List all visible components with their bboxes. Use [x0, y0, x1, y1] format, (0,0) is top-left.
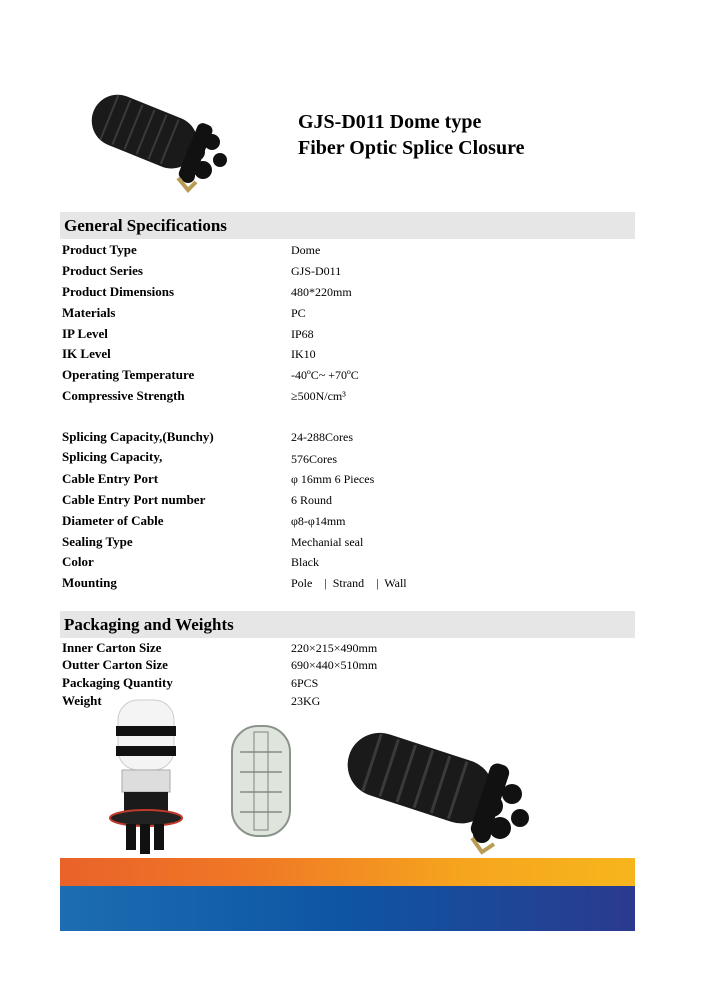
product-photo-open-tray [108, 698, 188, 860]
spec-label: IK Level [62, 346, 111, 361]
spec-value: 6 Round [291, 493, 333, 507]
packaging-value: 6PCS [291, 676, 319, 690]
spec-label: Splicing Capacity,(Bunchy) [62, 429, 214, 444]
spec-label: Cable Entry Port [62, 471, 159, 486]
spec-value: Black [291, 555, 319, 569]
spec-value: 576Cores [291, 452, 337, 466]
packaging-value: 220×215×490mm [291, 641, 378, 655]
spec-value: Mechanial seal [291, 535, 364, 549]
general-specs-header [60, 212, 635, 239]
packaging-label: Outter Carton Size [62, 657, 168, 672]
document-title-line2: Fiber Optic Splice Closure [298, 137, 525, 159]
product-photo-splice-tray [226, 722, 296, 840]
spec-label: Diameter of Cable [62, 513, 164, 528]
spec-label: Product Type [62, 242, 137, 257]
spec-label: IP Level [62, 326, 108, 341]
spec-value: IP68 [291, 327, 314, 341]
general-specs-title: General Specifications [64, 216, 227, 235]
spec-value: Pole | Strand | Wall [291, 576, 407, 590]
packaging-label: Weight [62, 693, 102, 708]
spec-value: 24-288Cores [291, 430, 353, 444]
spec-value: φ 16mm 6 Pieces [291, 472, 375, 486]
footer-band-orange [60, 858, 635, 886]
packaging-label: Packaging Quantity [62, 675, 173, 690]
spec-value: ≥500N/cm³ [291, 389, 346, 403]
packaging-value: 690×440×510mm [291, 658, 378, 672]
footer-band-blue [60, 886, 635, 931]
document-title-line1: GJS-D011 Dome type [298, 111, 482, 133]
spec-label: Mounting [62, 575, 117, 590]
spec-label: Operating Temperature [62, 367, 195, 382]
spec-value: 480*220mm [291, 285, 352, 299]
spec-value: PC [291, 306, 306, 320]
spec-label: Materials [62, 305, 116, 320]
spec-value: φ8-φ14mm [291, 514, 346, 528]
spec-label: Product Series [62, 263, 143, 278]
spec-label: Compressive Strength [62, 388, 185, 403]
packaging-label: Inner Carton Size [62, 640, 162, 655]
spec-label: Cable Entry Port number [62, 492, 206, 507]
spec-value: GJS-D011 [291, 264, 342, 278]
spec-label: Splicing Capacity, [62, 449, 163, 464]
product-photo-closure-top [70, 78, 230, 196]
packaging-header [60, 611, 635, 638]
packaging-title: Packaging and Weights [64, 615, 234, 634]
spec-value: Dome [291, 243, 321, 257]
spec-value: -40ºC~ +70ºC [291, 368, 359, 382]
spec-label: Color [62, 554, 94, 569]
spec-label: Sealing Type [62, 534, 133, 549]
packaging-value: 23KG [291, 694, 321, 708]
product-photo-closure-bottom [332, 714, 532, 856]
spec-value: IK10 [291, 347, 316, 361]
spec-label: Product Dimensions [62, 284, 175, 299]
